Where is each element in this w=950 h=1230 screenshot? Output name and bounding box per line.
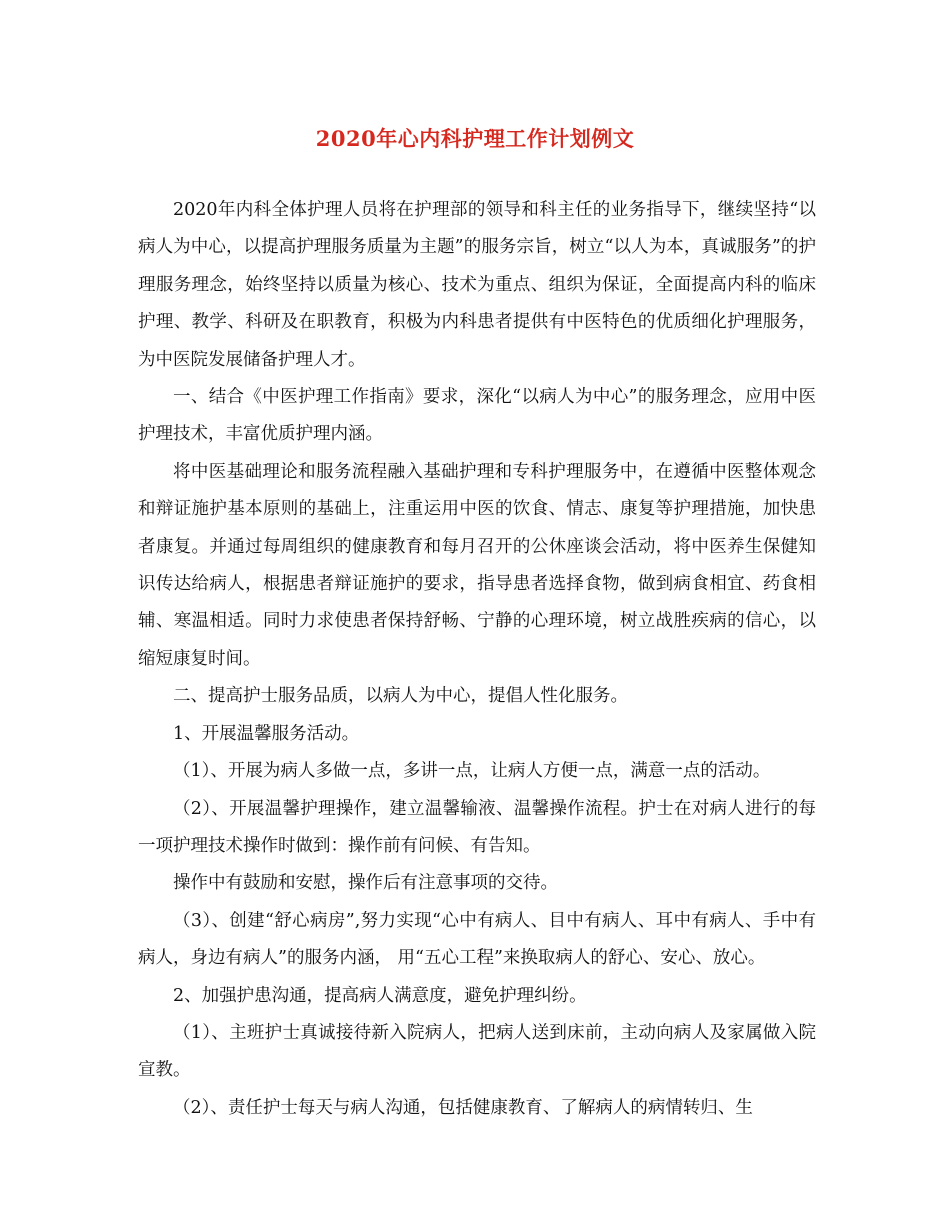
paragraph: （2）、开展温馨护理操作，建立温馨输液、温馨操作流程。护士在对病人进行的每一项护理技术操作时做到：操作前有问候、有告知。: [138, 798, 816, 856]
document-body: [138, 192, 816, 1127]
paragraph: 2020年内科全体护理人员将在护理部的领导和科主任的业务指导下，继续坚持“以病人为中心，以提高护理服务质量为主题”的服务宗旨，树立“以人为本，真诚服务”的护理服务理念，始终坚持以质量为核心、技术为重点、组织为保证，全面提高内科的临床护理、教学、科研及在职教育，积极为内科患者提供有中医特色的优质细化护理服务，为中医院发展储备护理人才。: [138, 200, 816, 370]
paragraph: 操作中有鼓励和安慰，操作后有注意事项的交待。: [173, 873, 558, 894]
paragraph: （2）、责任护士每天与病人沟通，包括健康教育、了解病人的病情转归、生: [173, 1097, 753, 1118]
paragraph: 将中医基础理论和服务流程融入基础护理和专科护理服务中，在遵循中医整体观念和辩证施护基本原则的基础上，注重运用中医的饮食、情志、康复等护理措施，加快患者康复。并通过每周组织的健康教育和每月召开的公休座谈会活动，将中医养生保健知识传达给病人，根据患者辩证施护的要求，指导患者选择食物，做到病食相宜、药食相辅、寒温相适。同时力求使患者保持舒畅、宁静的心理环境，树立战胜疾病的信心，以缩短康复时间。: [138, 461, 816, 669]
paragraph: （1）、主班护士真诚接待新入院病人，把病人送到床前，主动向病人及家属做入院宣教。: [138, 1022, 816, 1081]
paragraph: 1、开展温馨服务活动。: [173, 723, 360, 744]
paragraph: 2、加强护患沟通，提高病人满意度，避免护理纠纷。: [173, 985, 587, 1006]
paragraph: （3）、创建“舒心病房”,努力实现“心中有病人、目中有病人、耳中有病人、手中有病人，身边有病人”的服务内涵， 用“五心工程”来换取病人的舒心、安心、放心。: [138, 910, 816, 969]
document-title: 2020年心内科护理工作计划例文: [315, 126, 635, 151]
paragraph: （1）、开展为病人多做一点，多讲一点，让病人方便一点，满意一点的活动。: [173, 761, 771, 782]
paragraph: 一、结合《中医护理工作指南》要求，深化“以病人为中心”的服务理念，应用中医护理技术，丰富优质护理内涵。: [138, 387, 816, 445]
paragraph: 二、提高护士服务品质，以病人为中心，提倡人性化服务。: [173, 686, 628, 707]
